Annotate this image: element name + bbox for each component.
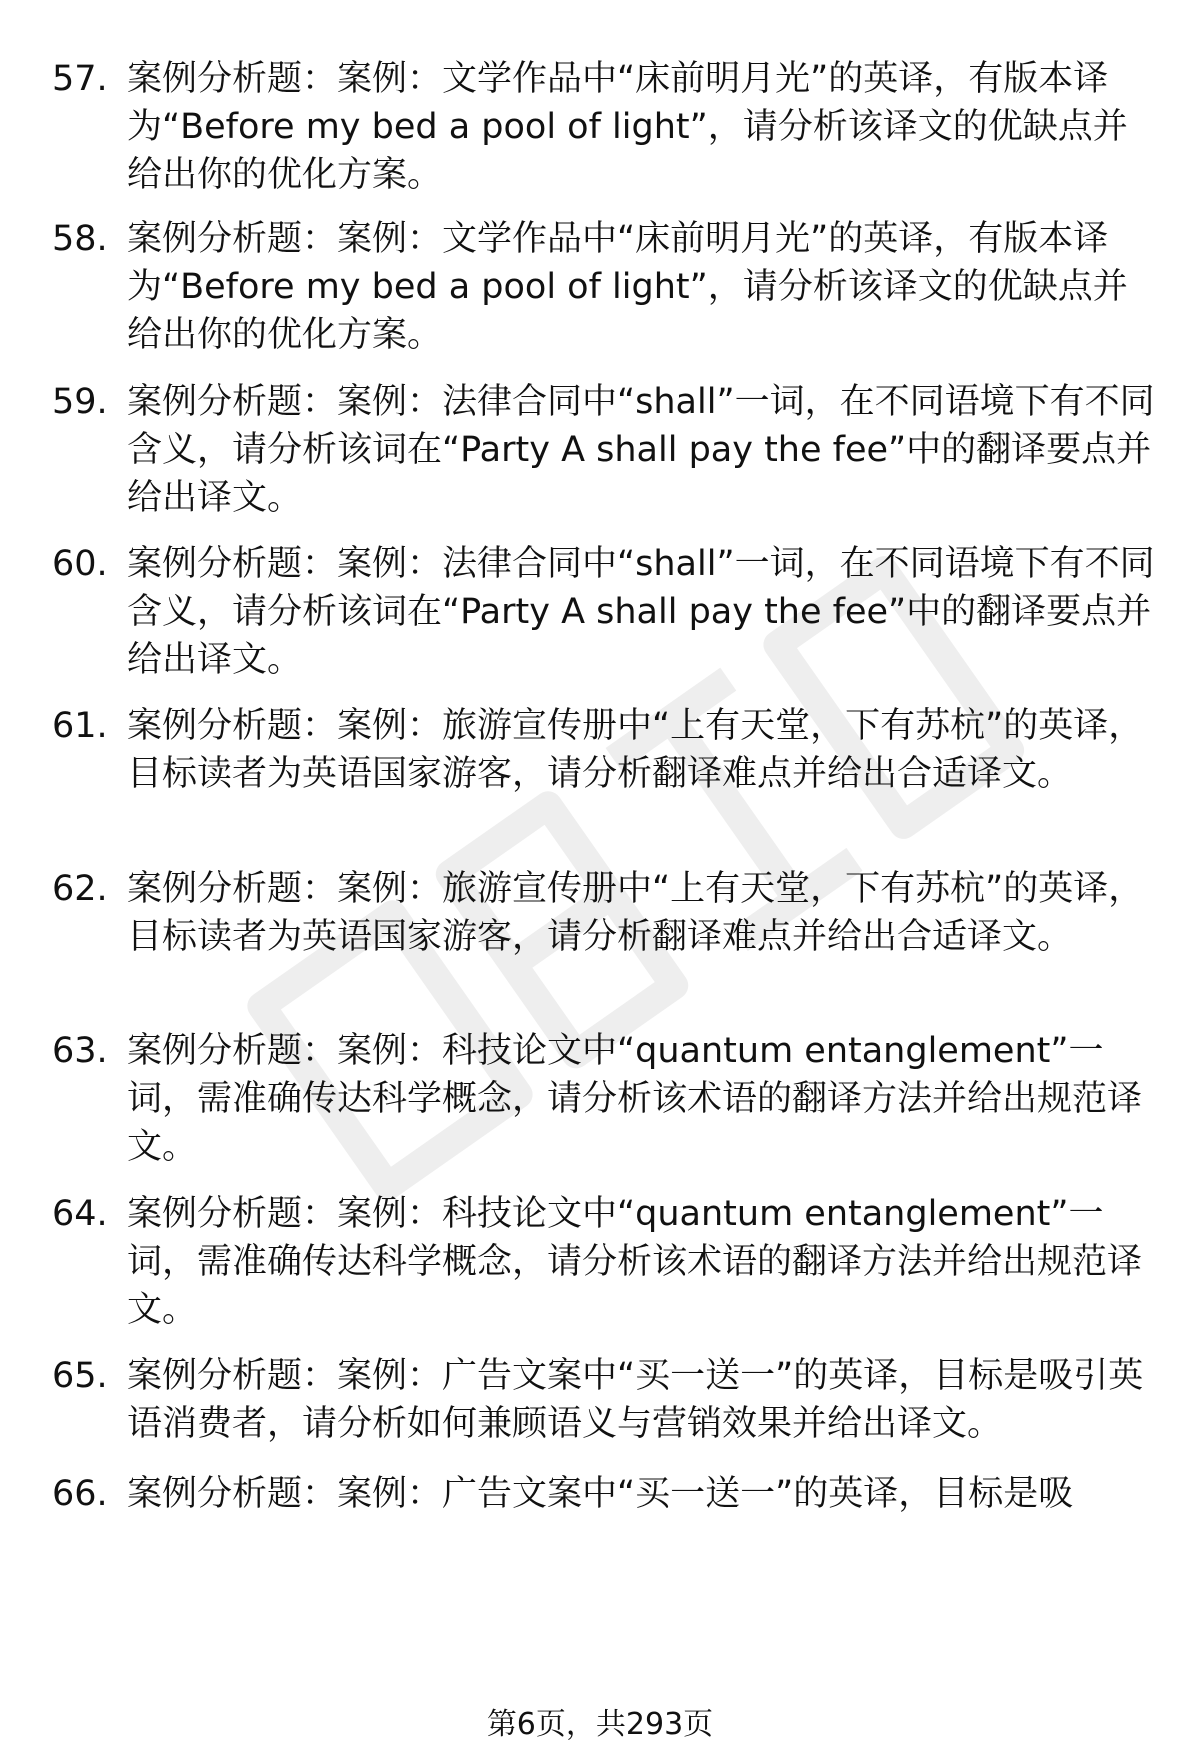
question-number: 59. xyxy=(52,382,108,422)
question-number: 57. xyxy=(52,59,108,99)
question-item xyxy=(52,702,1162,798)
question-number: 58. xyxy=(52,219,108,259)
question-item xyxy=(52,1027,1162,1171)
question-item xyxy=(52,1352,1162,1448)
question-item xyxy=(52,378,1162,522)
question-text: 案例分析题：案例：法律合同中“shall”一词，在不同语境下有不同含义，请分析该词在“Party A shall pay the fee”中的翻译要点并给出译文。 xyxy=(127,544,1155,680)
page-number-footer: 第6页，共293页 xyxy=(486,1707,714,1742)
question-text: 案例分析题：案例：广告文案中“买一送一”的英译，目标是吸 xyxy=(127,1474,1074,1514)
question-number: 63. xyxy=(52,1031,108,1071)
question-text: 案例分析题：案例：广告文案中“买一送一”的英译，目标是吸引英语消费者，请分析如何兼顾语义与营销效果并给出译文。 xyxy=(127,1356,1144,1444)
question-item xyxy=(52,1470,1162,1518)
question-number: 65. xyxy=(52,1356,108,1396)
question-text: 案例分析题：案例：旅游宣传册中“上有天堂，下有苏杭”的英译，目标读者为英语国家游客，请分析翻译难点并给出合适译文。 xyxy=(127,706,1144,794)
question-text: 案例分析题：案例：旅游宣传册中“上有天堂，下有苏杭”的英译，目标读者为英语国家游客，请分析翻译难点并给出合适译文。 xyxy=(127,869,1144,957)
question-number: 61. xyxy=(52,706,108,746)
question-item xyxy=(52,215,1162,359)
question-number: 66. xyxy=(52,1474,108,1514)
question-text: 案例分析题：案例：文学作品中“床前明月光”的英译，有版本译为“Before my bed a pool of light”，请分析该译文的优缺点并给出你的优化方案。 xyxy=(127,219,1128,355)
question-item xyxy=(52,55,1162,199)
question-item xyxy=(52,1190,1162,1334)
question-text: 案例分析题：案例：文学作品中“床前明月光”的英译，有版本译为“Before my bed a pool of light”，请分析该译文的优缺点并给出你的优化方案。 xyxy=(127,59,1128,195)
question-text: 案例分析题：案例：法律合同中“shall”一词，在不同语境下有不同含义，请分析该词在“Party A shall pay the fee”中的翻译要点并给出译文。 xyxy=(127,382,1155,518)
question-number: 64. xyxy=(52,1194,108,1234)
question-item xyxy=(52,865,1162,961)
question-number: 62. xyxy=(52,869,108,909)
question-item xyxy=(52,540,1162,684)
question-number: 60. xyxy=(52,544,108,584)
question-text: 案例分析题：案例：科技论文中“quantum entanglement”一词，需准确传达科学概念，请分析该术语的翻译方法并给出规范译文。 xyxy=(127,1194,1143,1330)
question-text: 案例分析题：案例：科技论文中“quantum entanglement”一词，需准确传达科学概念，请分析该术语的翻译方法并给出规范译文。 xyxy=(127,1031,1143,1167)
